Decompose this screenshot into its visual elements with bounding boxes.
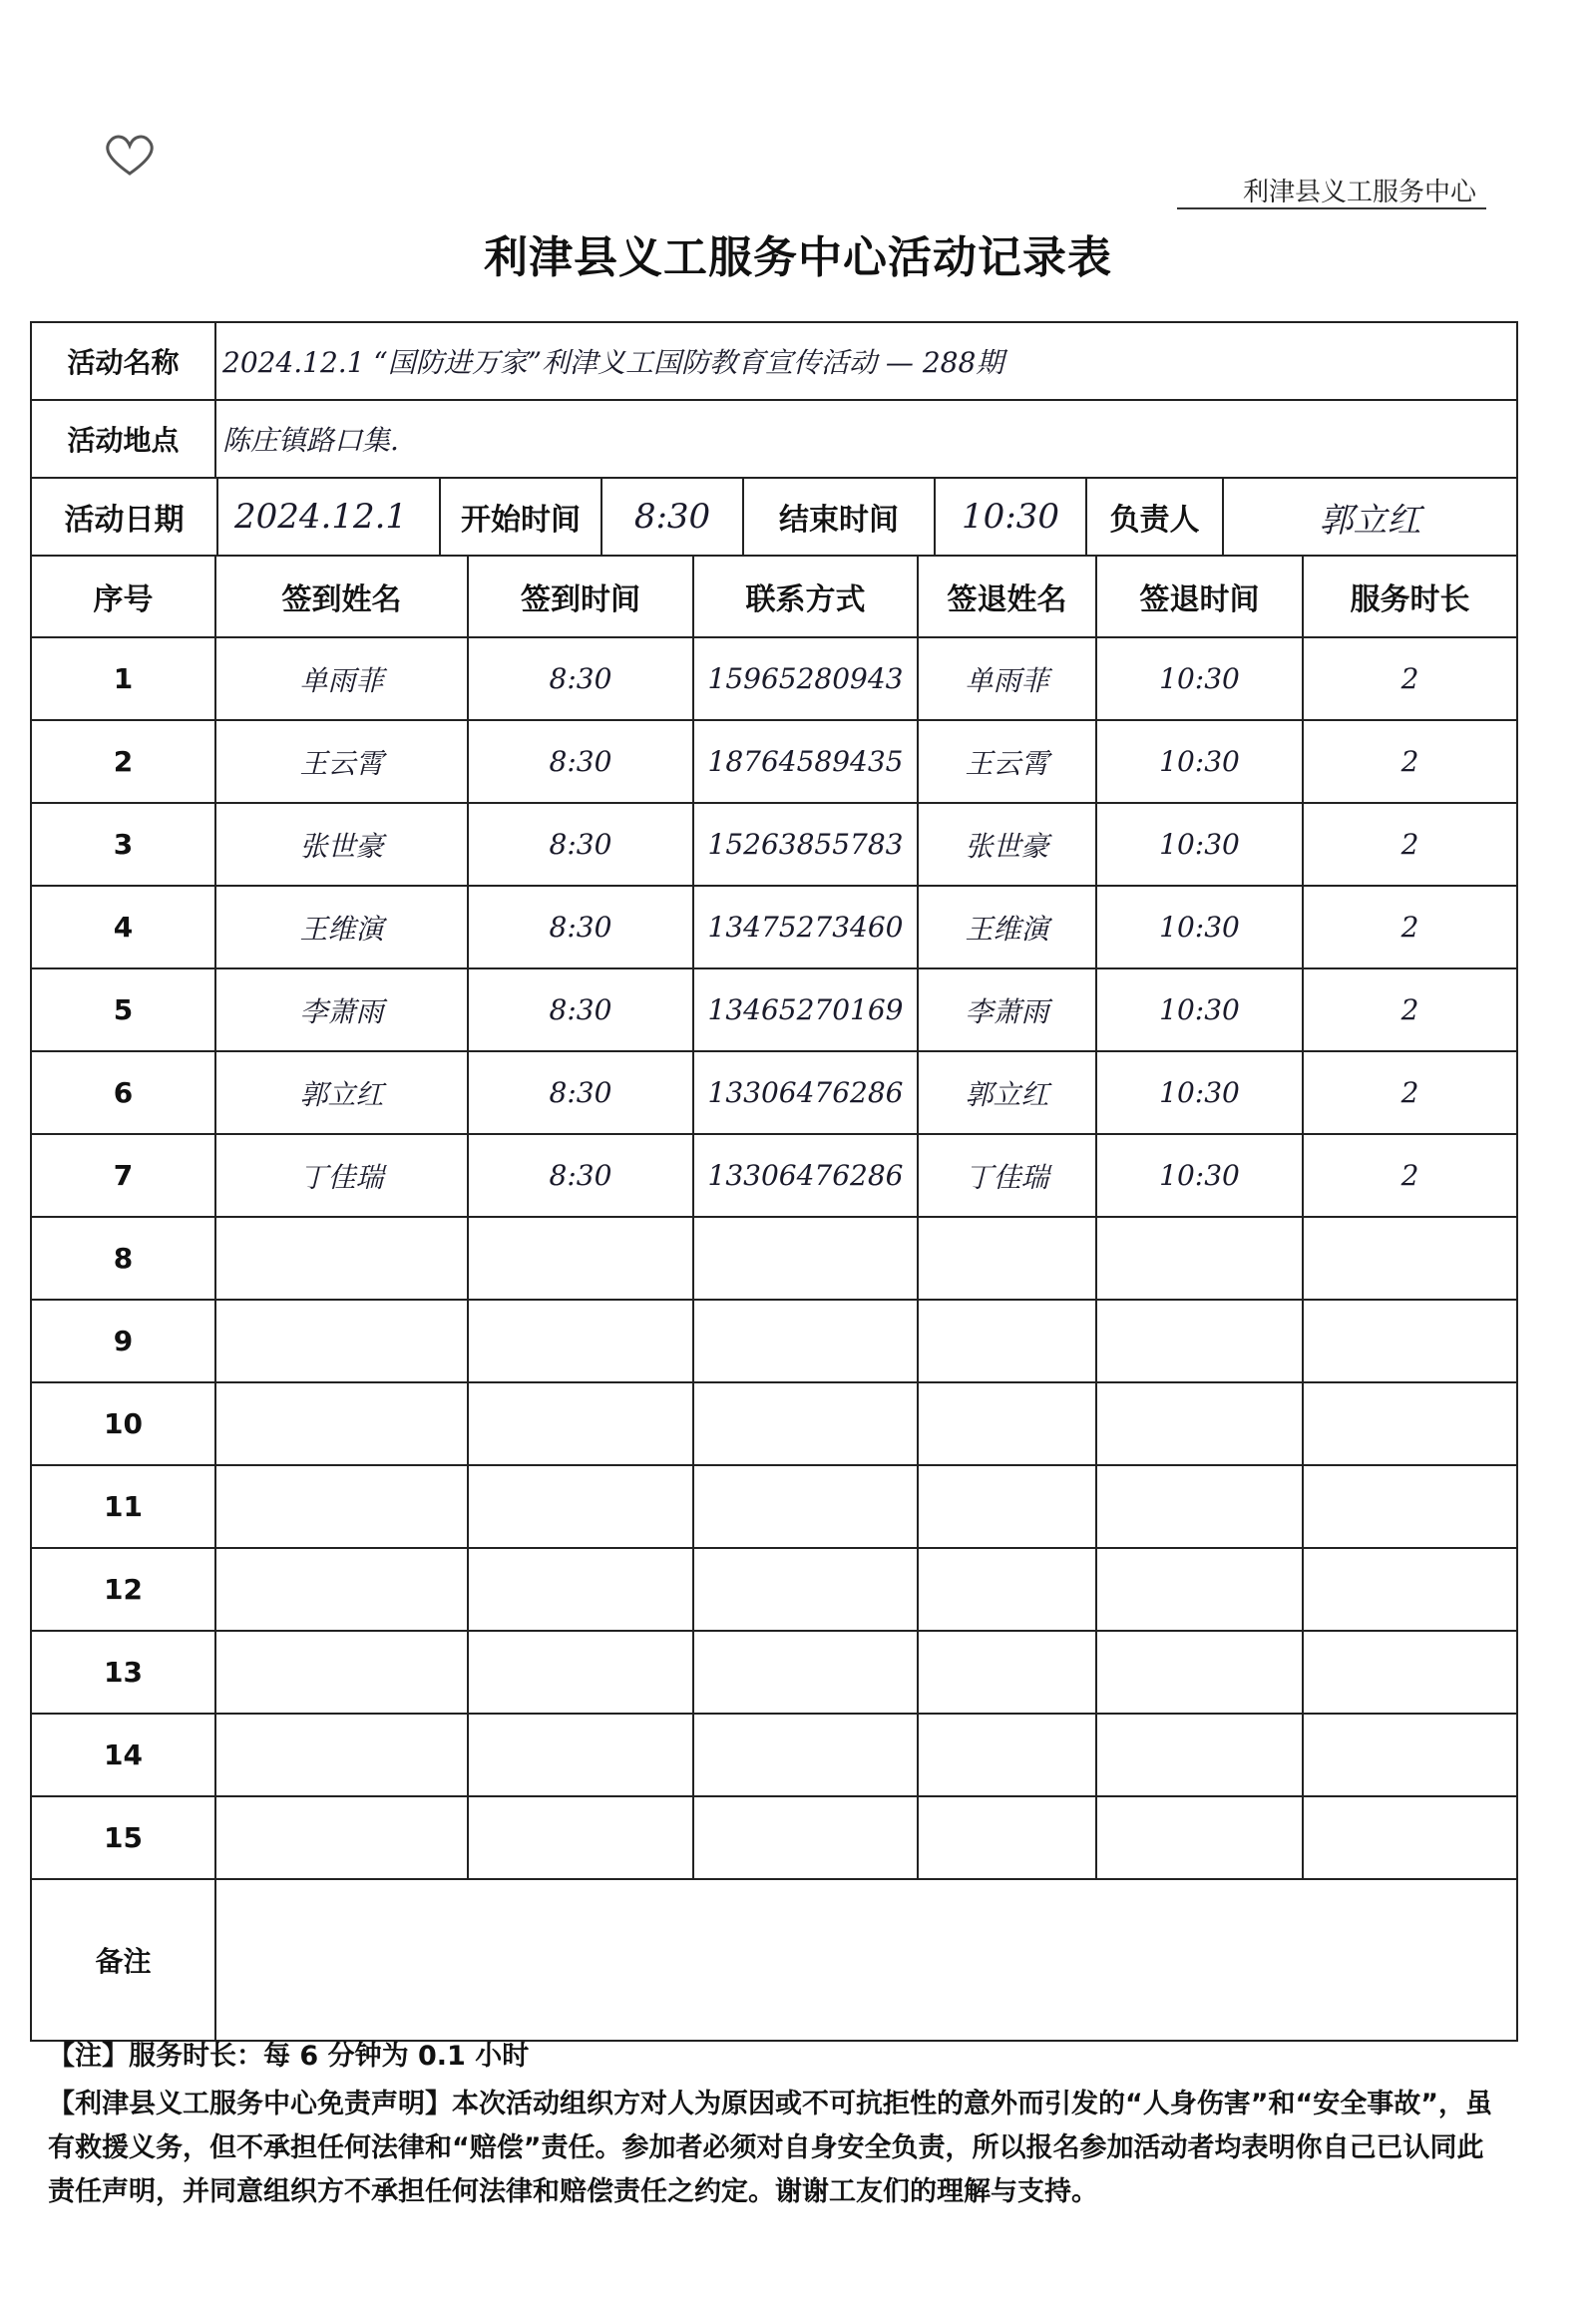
volunteer-rows bbox=[31, 637, 1517, 1879]
contact-phone[interactable]: 18764589435 bbox=[693, 720, 918, 803]
service-duration[interactable] bbox=[1303, 1217, 1517, 1300]
sign-out-time[interactable]: 10:30 bbox=[1096, 968, 1303, 1051]
sign-out-name[interactable] bbox=[918, 1631, 1096, 1714]
contact-phone[interactable] bbox=[693, 1796, 918, 1879]
table-row bbox=[31, 1796, 1517, 1879]
sign-in-name[interactable]: 张世豪 bbox=[215, 803, 468, 886]
table-row bbox=[31, 1548, 1517, 1631]
page-title: 利津县义工服务中心活动记录表 bbox=[484, 232, 1112, 283]
org-header-name: 利津县义工服务中心 bbox=[1242, 178, 1476, 207]
sign-out-name[interactable] bbox=[918, 1714, 1096, 1796]
sign-out-time[interactable] bbox=[1096, 1382, 1303, 1465]
sign-in-time[interactable]: 8:30 bbox=[468, 968, 693, 1051]
org-header-rule bbox=[1177, 207, 1486, 209]
table-row bbox=[31, 1300, 1517, 1382]
sign-in-name[interactable] bbox=[215, 1548, 468, 1631]
row-index: 5 bbox=[31, 968, 215, 1051]
sign-out-time[interactable] bbox=[1096, 1796, 1303, 1879]
sign-out-time[interactable]: 10:30 bbox=[1096, 886, 1303, 968]
row-index: 12 bbox=[31, 1548, 215, 1631]
activity-location-value[interactable]: 陈庄镇路口集. bbox=[215, 400, 1517, 478]
sign-out-time[interactable]: 10:30 bbox=[1096, 637, 1303, 720]
table-row bbox=[31, 1465, 1517, 1548]
row-index: 3 bbox=[31, 803, 215, 886]
service-duration[interactable]: 2 bbox=[1303, 886, 1517, 968]
column-header-row bbox=[31, 556, 1517, 637]
table-row bbox=[31, 1134, 1517, 1217]
notes-value[interactable] bbox=[215, 1879, 1517, 2041]
sign-in-time[interactable] bbox=[468, 1548, 693, 1631]
activity-record-table bbox=[30, 321, 1518, 2042]
sign-out-name[interactable] bbox=[918, 1300, 1096, 1382]
sign-out-name[interactable]: 单雨菲 bbox=[918, 637, 1096, 720]
service-duration[interactable]: 2 bbox=[1303, 720, 1517, 803]
row-index: 10 bbox=[31, 1382, 215, 1465]
contact-phone[interactable] bbox=[693, 1548, 918, 1631]
sign-in-name[interactable] bbox=[215, 1217, 468, 1300]
contact-phone[interactable]: 15263855783 bbox=[693, 803, 918, 886]
col-header-contact: 联系方式 bbox=[693, 556, 918, 637]
sign-in-name[interactable]: 李萧雨 bbox=[215, 968, 468, 1051]
sign-in-name[interactable]: 单雨菲 bbox=[215, 637, 468, 720]
contact-phone[interactable] bbox=[693, 1217, 918, 1300]
contact-phone[interactable] bbox=[693, 1382, 918, 1465]
sign-out-name[interactable] bbox=[918, 1548, 1096, 1631]
sign-in-time[interactable]: 8:30 bbox=[468, 637, 693, 720]
col-header-sign-in-name: 签到姓名 bbox=[215, 556, 468, 637]
row-index: 8 bbox=[31, 1217, 215, 1300]
sign-in-time[interactable] bbox=[468, 1300, 693, 1382]
sign-out-time[interactable] bbox=[1096, 1631, 1303, 1714]
service-duration[interactable] bbox=[1303, 1548, 1517, 1631]
table-row bbox=[31, 720, 1517, 803]
sign-out-name[interactable] bbox=[918, 1796, 1096, 1879]
table-row bbox=[31, 968, 1517, 1051]
end-time-value[interactable]: 10:30 bbox=[936, 479, 1087, 555]
activity-date-row bbox=[31, 478, 1517, 556]
notes-label: 备注 bbox=[31, 1879, 215, 2041]
leader-label: 负责人 bbox=[1087, 479, 1224, 555]
start-time-value[interactable]: 8:30 bbox=[602, 479, 744, 555]
service-duration[interactable]: 2 bbox=[1303, 1134, 1517, 1217]
service-duration[interactable] bbox=[1303, 1465, 1517, 1548]
table-row bbox=[31, 1631, 1517, 1714]
activity-name-value[interactable]: 2024.12.1 “国防进万家”利津义工国防教育宣传活动 — 288期 bbox=[215, 322, 1517, 400]
sign-out-name[interactable] bbox=[918, 1465, 1096, 1548]
sign-in-name[interactable]: 丁佳瑞 bbox=[215, 1134, 468, 1217]
heart-doodle-icon bbox=[100, 130, 160, 180]
row-index: 11 bbox=[31, 1465, 215, 1548]
sign-out-time[interactable]: 10:30 bbox=[1096, 1051, 1303, 1134]
service-duration[interactable]: 2 bbox=[1303, 1051, 1517, 1134]
sign-in-name[interactable]: 郭立红 bbox=[215, 1051, 468, 1134]
sign-out-name[interactable] bbox=[918, 1217, 1096, 1300]
sign-out-name[interactable]: 王维演 bbox=[918, 886, 1096, 968]
service-duration[interactable]: 2 bbox=[1303, 803, 1517, 886]
activity-name-row bbox=[31, 322, 1517, 400]
sign-in-name[interactable] bbox=[215, 1465, 468, 1548]
sign-out-time[interactable] bbox=[1096, 1714, 1303, 1796]
sign-in-time[interactable]: 8:30 bbox=[468, 886, 693, 968]
start-time-label: 开始时间 bbox=[441, 479, 602, 555]
activity-location-label: 活动地点 bbox=[31, 400, 215, 478]
sign-out-time[interactable]: 10:30 bbox=[1096, 720, 1303, 803]
service-duration[interactable]: 2 bbox=[1303, 968, 1517, 1051]
contact-phone[interactable] bbox=[693, 1714, 918, 1796]
end-time-label: 结束时间 bbox=[744, 479, 936, 555]
table-row bbox=[31, 803, 1517, 886]
sign-in-name[interactable]: 王维演 bbox=[215, 886, 468, 968]
contact-phone[interactable]: 15965280943 bbox=[693, 637, 918, 720]
notes-row bbox=[31, 1879, 1517, 2041]
sign-in-name[interactable]: 王云霄 bbox=[215, 720, 468, 803]
table-row bbox=[31, 886, 1517, 968]
contact-phone[interactable]: 13475273460 bbox=[693, 886, 918, 968]
service-duration[interactable] bbox=[1303, 1796, 1517, 1879]
disclaimer-text: 【利津县义工服务中心免责声明】本次活动组织方对人为原因或不可抗拒性的意外而引发的“人身伤害”和“安全事故”，虽有救援义务，但不承担任何法律和“赔偿”责任。参加者必须对自身安全负责，所以报名参加活动者均表明你自己已认同此责任声明，并同意组织方不承担任何法律和赔偿责任之约定。谢谢工友们的理解与支持。 bbox=[48, 2089, 1492, 2207]
col-header-duration: 服务时长 bbox=[1303, 556, 1517, 637]
sign-in-name[interactable] bbox=[215, 1382, 468, 1465]
sign-out-time[interactable] bbox=[1096, 1548, 1303, 1631]
sign-out-time[interactable]: 10:30 bbox=[1096, 1134, 1303, 1217]
sign-out-time[interactable]: 10:30 bbox=[1096, 803, 1303, 886]
col-header-index: 序号 bbox=[31, 556, 215, 637]
sign-out-name[interactable]: 郭立红 bbox=[918, 1051, 1096, 1134]
service-duration[interactable] bbox=[1303, 1300, 1517, 1382]
service-duration[interactable] bbox=[1303, 1714, 1517, 1796]
col-header-sign-in-time: 签到时间 bbox=[468, 556, 693, 637]
row-index: 2 bbox=[31, 720, 215, 803]
sign-out-time[interactable] bbox=[1096, 1300, 1303, 1382]
row-index: 6 bbox=[31, 1051, 215, 1134]
sign-out-time[interactable] bbox=[1096, 1465, 1303, 1548]
table-row bbox=[31, 1382, 1517, 1465]
sign-out-name[interactable]: 李萧雨 bbox=[918, 968, 1096, 1051]
sign-out-name[interactable]: 张世豪 bbox=[918, 803, 1096, 886]
service-duration[interactable]: 2 bbox=[1303, 637, 1517, 720]
contact-phone[interactable] bbox=[693, 1300, 918, 1382]
row-index: 9 bbox=[31, 1300, 215, 1382]
sign-in-time[interactable] bbox=[468, 1382, 693, 1465]
sign-out-name[interactable]: 丁佳瑞 bbox=[918, 1134, 1096, 1217]
row-index: 15 bbox=[31, 1796, 215, 1879]
sign-in-time[interactable]: 8:30 bbox=[468, 803, 693, 886]
sign-in-time[interactable] bbox=[468, 1465, 693, 1548]
sign-in-time[interactable] bbox=[468, 1714, 693, 1796]
row-index: 1 bbox=[31, 637, 215, 720]
sign-in-time[interactable] bbox=[468, 1217, 693, 1300]
row-index: 13 bbox=[31, 1631, 215, 1714]
col-header-sign-out-time: 签退时间 bbox=[1096, 556, 1303, 637]
col-header-sign-out-name: 签退姓名 bbox=[918, 556, 1096, 637]
sign-in-time[interactable]: 8:30 bbox=[468, 1134, 693, 1217]
contact-phone[interactable] bbox=[693, 1631, 918, 1714]
row-index: 4 bbox=[31, 886, 215, 968]
contact-phone[interactable]: 13306476286 bbox=[693, 1051, 918, 1134]
activity-name-label: 活动名称 bbox=[31, 322, 215, 400]
activity-date-value[interactable]: 2024.12.1 bbox=[218, 479, 441, 555]
sign-in-name[interactable] bbox=[215, 1300, 468, 1382]
service-duration[interactable] bbox=[1303, 1631, 1517, 1714]
table-row bbox=[31, 1051, 1517, 1134]
sign-out-name[interactable] bbox=[918, 1382, 1096, 1465]
sign-in-name[interactable] bbox=[215, 1796, 468, 1879]
activity-date-label: 活动日期 bbox=[32, 479, 218, 555]
sign-in-time[interactable]: 8:30 bbox=[468, 1051, 693, 1134]
contact-phone[interactable]: 13306476286 bbox=[693, 1134, 918, 1217]
row-index: 14 bbox=[31, 1714, 215, 1796]
table-row bbox=[31, 637, 1517, 720]
contact-phone[interactable]: 13465270169 bbox=[693, 968, 918, 1051]
table-row bbox=[31, 1217, 1517, 1300]
row-index: 7 bbox=[31, 1134, 215, 1217]
sign-in-time[interactable] bbox=[468, 1631, 693, 1714]
sign-out-name[interactable]: 王云霄 bbox=[918, 720, 1096, 803]
sign-in-time[interactable] bbox=[468, 1796, 693, 1879]
sign-out-time[interactable] bbox=[1096, 1217, 1303, 1300]
sign-in-name[interactable] bbox=[215, 1631, 468, 1714]
sign-in-name[interactable] bbox=[215, 1714, 468, 1796]
service-duration[interactable] bbox=[1303, 1382, 1517, 1465]
table-row bbox=[31, 1714, 1517, 1796]
service-duration-note: 【注】服务时长：每 6 分钟为 0.1 小时 bbox=[48, 2041, 530, 2072]
sign-in-time[interactable]: 8:30 bbox=[468, 720, 693, 803]
activity-location-row bbox=[31, 400, 1517, 478]
leader-value[interactable]: 郭立红 bbox=[1319, 500, 1421, 541]
contact-phone[interactable] bbox=[693, 1465, 918, 1548]
